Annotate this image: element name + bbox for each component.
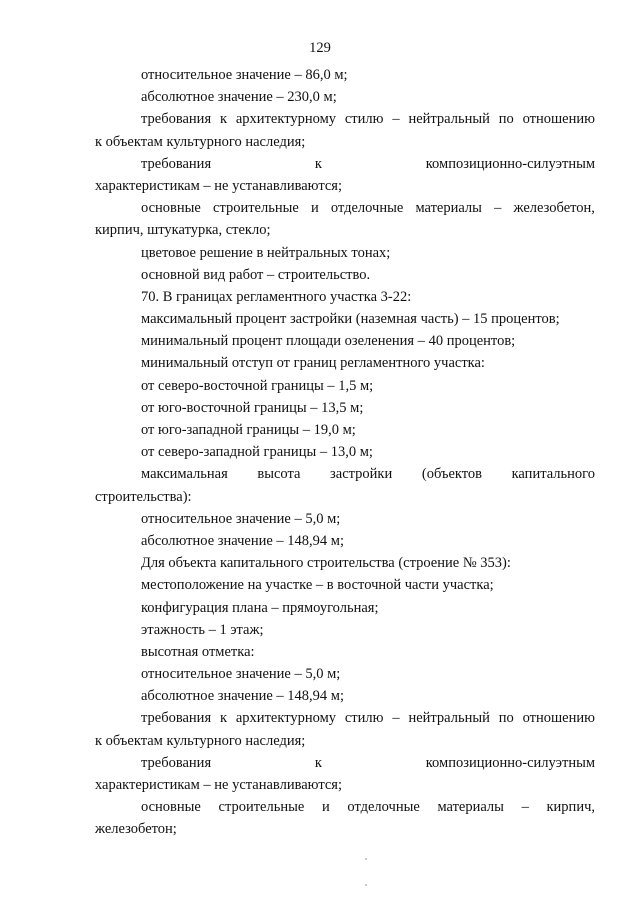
text-line: кирпич, штукатурка, стекло; xyxy=(95,222,271,239)
word: композиционно-силуэтным xyxy=(425,155,595,172)
word: (объектов xyxy=(421,466,482,483)
text-line: характеристикам – не устанавливаются; xyxy=(95,177,342,194)
justified-line xyxy=(95,153,595,175)
justified-line xyxy=(95,752,595,774)
word: кирпич, xyxy=(546,799,595,816)
justified-line xyxy=(95,197,595,219)
text-line: относительное значение – 86,0 м; xyxy=(141,67,348,83)
page-number: 129 xyxy=(309,40,331,56)
word: отношению xyxy=(522,111,595,128)
word: железобетон, xyxy=(513,200,595,217)
justified-line xyxy=(95,796,595,818)
word: основные xyxy=(141,200,201,217)
text-line: от юго-западной границы – 19,0 м; xyxy=(141,422,356,438)
text-line: местоположение на участке – в восточной части участка; xyxy=(141,577,494,594)
word: отделочные xyxy=(347,799,420,816)
word: по xyxy=(498,111,514,128)
word: и xyxy=(310,200,319,217)
word: к xyxy=(314,155,322,172)
text-line: абсолютное значение – 148,94 м; xyxy=(141,532,344,549)
word: стилю xyxy=(344,710,384,727)
text-line: минимальный процент площади озеленения – 40 процентов; xyxy=(141,333,516,350)
text-line: высотная отметка: xyxy=(141,643,255,660)
word: архитектурному xyxy=(235,111,337,128)
word: – xyxy=(494,200,502,217)
text-line: от юго-восточной границы – 13,5 м; xyxy=(141,399,364,416)
word: требования xyxy=(141,754,212,771)
word: отношению xyxy=(522,710,595,727)
text-line: строительства): xyxy=(95,488,192,505)
word: требования xyxy=(141,710,212,727)
text-line: максимальный процент застройки (наземная часть) – 15 процентов; xyxy=(141,311,560,328)
scan-speck xyxy=(365,884,367,886)
word: максимальная xyxy=(141,466,228,483)
word: к xyxy=(219,710,228,727)
text-line: характеристикам – не устанавливаются; xyxy=(95,777,342,793)
justified-line xyxy=(95,108,595,130)
word: строительные xyxy=(218,799,305,816)
word: нейтральный xyxy=(408,111,490,128)
scan-speck xyxy=(365,858,367,860)
word: – xyxy=(392,710,400,727)
word: материалы xyxy=(415,200,482,217)
text-line: абсолютное значение – 148,94 м; xyxy=(141,688,344,705)
word: стилю xyxy=(344,111,384,128)
word: капитального xyxy=(511,466,595,483)
text-line: Для объекта капитального строительства (строение № 353): xyxy=(141,555,511,572)
word: и xyxy=(321,799,330,816)
word: архитектурному xyxy=(235,710,337,727)
text-line: абсолютное значение – 230,0 м; xyxy=(141,89,337,106)
justified-line xyxy=(95,463,595,485)
justified-line xyxy=(95,707,595,729)
text-line: железобетон; xyxy=(95,821,177,838)
text-line: к объектам культурного наследия; xyxy=(95,732,306,749)
text-line: цветовое решение в нейтральных тонах; xyxy=(141,244,391,261)
text-line: от северо-восточной границы – 1,5 м; xyxy=(141,377,374,394)
text-line: конфигурация плана – прямоугольная; xyxy=(141,599,379,616)
word: требования xyxy=(141,155,212,172)
word: застройки xyxy=(330,466,393,483)
text-line: этажность – 1 этаж; xyxy=(141,621,264,638)
word: к xyxy=(219,111,228,128)
word: основные xyxy=(141,799,201,816)
text-line: основной вид работ – строительство. xyxy=(141,266,371,283)
word: – xyxy=(392,111,400,128)
word: нейтральный xyxy=(408,710,490,727)
word: отделочные xyxy=(330,200,404,217)
text-line: относительное значение – 5,0 м; xyxy=(141,666,341,683)
text-line: к объектам культурного наследия; xyxy=(95,133,306,150)
text-line: минимальный отступ от границ регламентного участка: xyxy=(141,355,485,372)
word: – xyxy=(521,799,529,816)
document-body xyxy=(95,64,595,841)
word: композиционно-силуэтным xyxy=(425,754,595,771)
word: высота xyxy=(257,466,301,483)
text-line: относительное значение – 5,0 м; xyxy=(141,510,341,527)
word: материалы xyxy=(437,799,504,816)
word: требования xyxy=(141,111,212,128)
text-line: от северо-западной границы – 13,0 м; xyxy=(141,444,373,461)
word: к xyxy=(314,754,322,771)
word: по xyxy=(498,710,514,727)
word: строительные xyxy=(213,200,299,217)
section-heading: 70. В границах регламентного участка 3-22: xyxy=(141,288,412,305)
